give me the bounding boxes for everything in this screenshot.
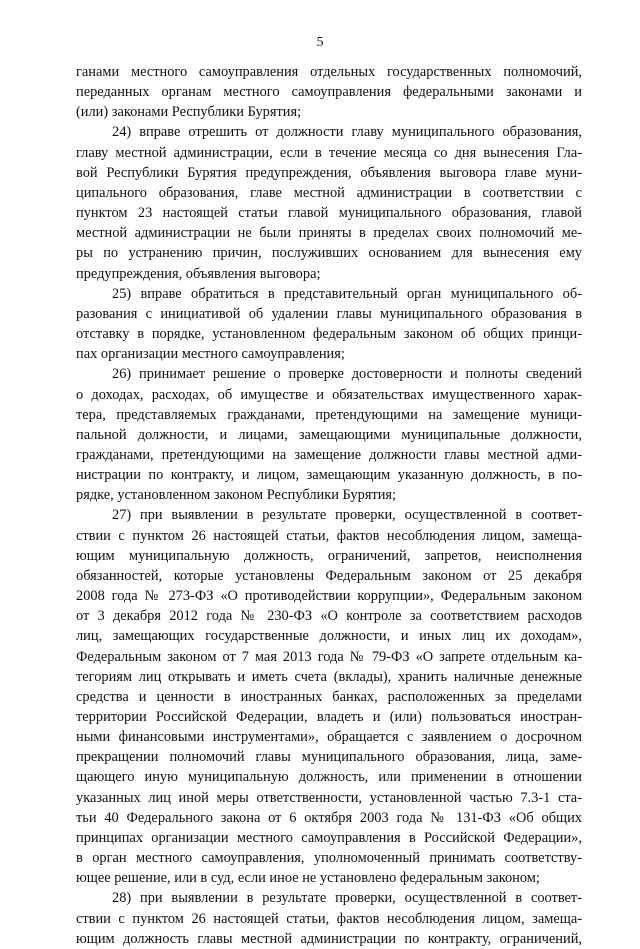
text-line: 26) принимает решение о проверке достоверности и полноты сведений — [112, 366, 582, 383]
text-line: местной администрации не были приняты в пределах своих полномочий ме- — [76, 225, 582, 242]
text-line: 25) вправе обратиться в представительный орган муниципального об- — [112, 285, 582, 302]
document-body — [76, 62, 582, 949]
text-line: от 3 декабря 2012 года № 230-ФЗ «О контроле за соответствием расходов — [76, 608, 582, 625]
text-line: ющим муниципальную должность, ограничений, запретов, неисполнения — [76, 547, 582, 564]
text-line: прекращении полномочий главы муниципального образования, лица, заме- — [76, 749, 582, 766]
text-line: вой Республики Бурятия предупреждения, объявления выговора главе муни- — [76, 164, 582, 181]
text-line: тегориям лиц открывать и иметь счета (вклады), хранить наличные денежные — [76, 668, 582, 685]
text-line: ципального образования, главе местной администрации в соответствии с — [76, 184, 582, 201]
text-line: указанных лиц иной меры ответственности, установленной частью 7.3-1 ста- — [76, 789, 582, 806]
text-line: Федеральным законом от 7 мая 2013 года № 79-ФЗ «О запрете отдельным ка- — [76, 648, 582, 665]
text-line: ными финансовыми инструментами», обращается с заявлением о досрочном — [76, 729, 582, 746]
text-line: ры по устранению причин, послуживших основанием для вынесения ему — [76, 245, 582, 262]
text-line: предупреждения, объявления выговора; — [76, 265, 321, 282]
text-line: гражданами, претендующими на замещение должности главы местной адми- — [76, 446, 582, 463]
text-line: пах организации местного самоуправления; — [76, 346, 345, 363]
text-line: тьи 40 Федерального закона от 6 октября 2003 года № 131-ФЗ «Об общих — [76, 809, 582, 826]
text-line: 27) при выявлении в результате проверки, осуществленной в соответ- — [112, 507, 582, 524]
text-line: 2008 года № 273-ФЗ «О противодействии коррупции», Федеральным законом — [76, 588, 582, 605]
text-line: переданных органам местного самоуправления федеральными законами и — [76, 84, 582, 101]
page-number: 5 — [316, 35, 324, 50]
text-line: рядке, установленном законом Республики Бурятия; — [76, 487, 397, 504]
text-line: (или) законами Республики Бурятия; — [76, 104, 302, 121]
text-line: территории Российской Федерации, владеть и (или) пользоваться иностран- — [76, 709, 582, 725]
text-line: обязанностей, которые установлены Федеральным законом от 25 декабря — [76, 567, 582, 584]
text-line: пальной должности, и лицами, замещающими муниципальные должности, — [76, 426, 582, 443]
text-line: 24) вправе отрешить от должности главу муниципального образования, — [112, 124, 582, 141]
text-line: лиц, замещающих государственные должности, и иных лиц их доходам», — [76, 628, 582, 645]
text-line: главу местной администрации, если в течение месяца со дня вынесения Гла- — [76, 144, 582, 161]
text-line: щающего иную муниципальную должность, или применении в отношении — [76, 769, 582, 786]
text-line: ствии с пунктом 26 настоящей статьи, фактов несоблюдения лицом, замеща- — [76, 527, 582, 544]
text-line: средства и ценности в иностранных банках, расположенных за пределами — [76, 688, 582, 705]
text-line: ющим должность главы местной администрации по контракту, ограничений, — [76, 930, 582, 947]
text-line: пунктом 23 настоящей статьи главой муниципального образования, главой — [76, 205, 582, 222]
text-line: о доходах, расходах, об имуществе и обязательствах имущественного харак- — [76, 386, 582, 403]
text-line: ющее решение, или в суд, если иное не установлено федеральным законом; — [76, 870, 540, 887]
text-line: тера, представляемых гражданами, претендующими на замещение муници- — [76, 406, 582, 423]
text-line: разования с инициативой об удалении главы муниципального образования в — [76, 305, 582, 322]
text-line: ствии с пунктом 26 настоящей статьи, фактов несоблюдения лицом, замеща- — [76, 910, 582, 927]
text-line: в орган местного самоуправления, уполномоченный принимать соответству- — [76, 850, 582, 867]
text-line: 28) при выявлении в результате проверки, осуществленной в соответ- — [112, 890, 582, 907]
text-line: нистрации по контракту, и лицом, замещающим указанную должность, в по- — [76, 467, 582, 484]
text-line: отставку в порядке, установленном федеральным законом об общих принци- — [76, 326, 582, 343]
text-line: ганами местного самоуправления отдельных государственных полномочий, — [76, 64, 582, 80]
text-line: принципах организации местного самоуправления в Российской Федерации», — [76, 829, 582, 846]
